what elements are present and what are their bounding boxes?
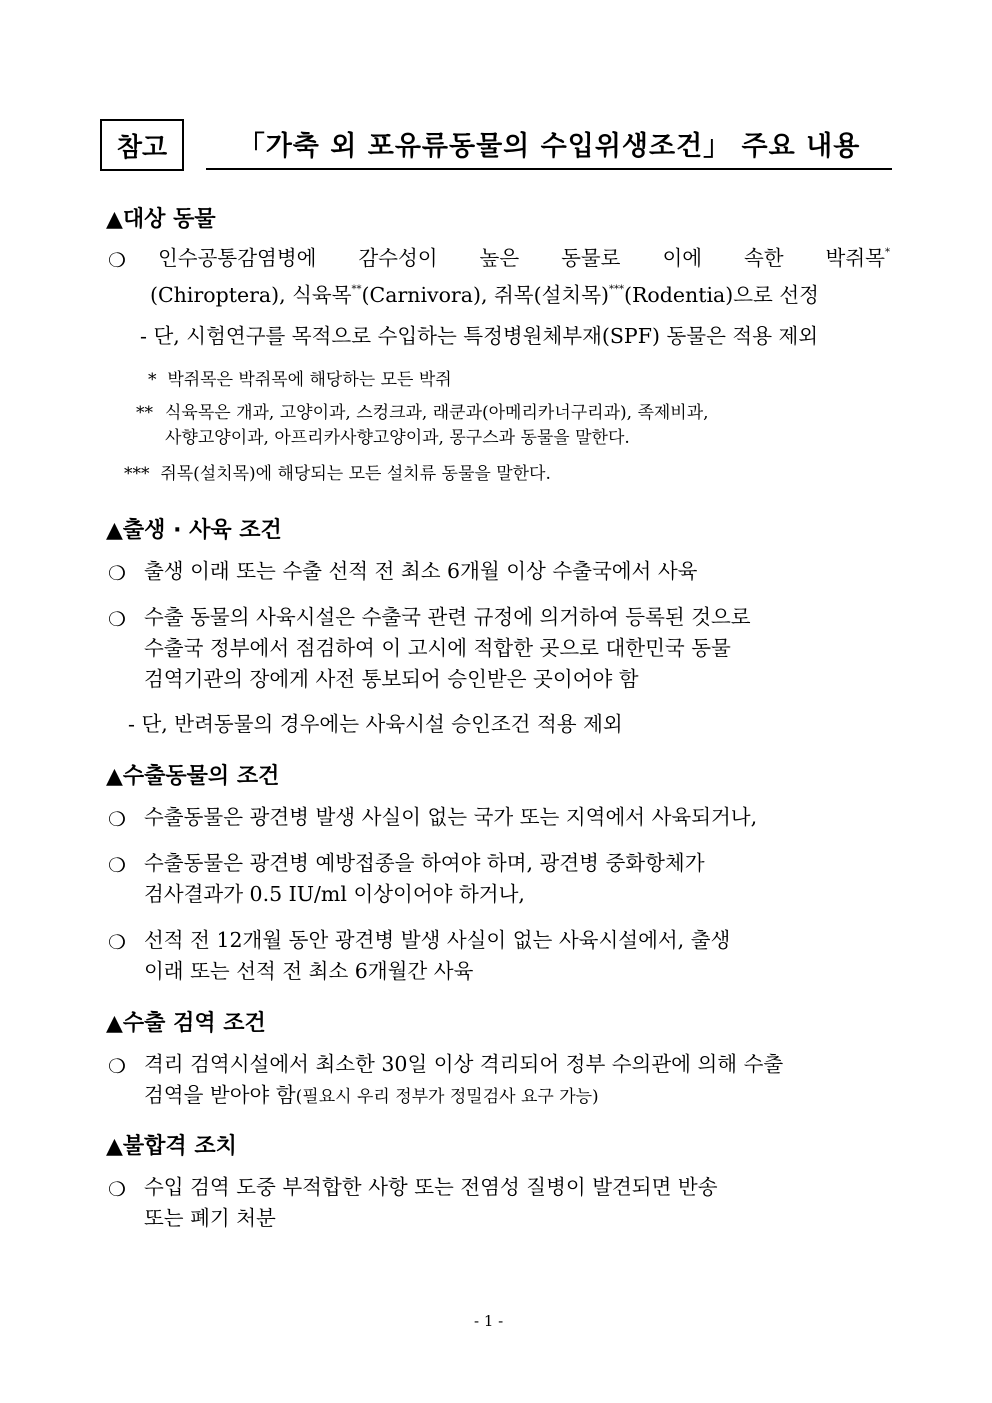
s2-b2-line1: 수출 동물의 사육시설은 수출국 관련 규정에 의거하여 등록된 것으로 <box>144 605 751 629</box>
bullet-icon: ❍ <box>108 607 126 631</box>
reference-label: 참고 <box>116 132 168 163</box>
bullet-icon: ❍ <box>108 930 126 954</box>
section-heading-rejection: ▲불합격 조치 <box>106 1134 237 1159</box>
page-number: - 1 - <box>474 1312 504 1330</box>
footnote-2-line2: 사향고양이과, 아프리카사향고양이과, 몽구스과 동물을 말한다. <box>165 428 630 448</box>
s3-b2-line2: 검사결과가 0.5 IU/ml 이상이어야 하거나, <box>144 882 525 906</box>
section-heading-export-animal: ▲수출동물의 조건 <box>106 764 280 789</box>
section-heading-export-quarantine: ▲수출 검역 조건 <box>106 1011 266 1036</box>
footnote-2-mark: ** <box>136 403 153 423</box>
s3-b3-line1: 선적 전 12개월 동안 광견병 발생 사실이 없는 사육시설에서, 출생 <box>144 928 731 952</box>
s1-b1-line2: (Chiroptera), 식육목**(Carnivora), 쥐목(설치목)***(Rodentia)으로 선정 <box>150 283 819 307</box>
section-heading-birth-rearing: ▲출생 · 사육 조건 <box>106 518 282 543</box>
s3-b1: 수출동물은 광견병 발생 사실이 없는 국가 또는 지역에서 사육되거나, <box>144 805 758 829</box>
s2-b1: 출생 이래 또는 수출 선적 전 최소 6개월 이상 수출국에서 사육 <box>144 559 698 583</box>
s4-b1-line2: 검역을 받아야 함(필요시 우리 정부가 정밀검사 요구 가능) <box>144 1083 599 1107</box>
section-heading-target-animals: ▲대상 동물 <box>106 207 216 232</box>
bullet-icon: ❍ <box>108 1054 126 1078</box>
s2-exception: - 단, 반려동물의 경우에는 사육시설 승인조건 적용 제외 <box>128 712 623 736</box>
footnote-3: *** 쥐목(설치목)에 해당되는 모든 설치류 동물을 말한다. <box>124 464 551 484</box>
bullet-icon: ❍ <box>108 1177 126 1201</box>
s3-b3-line2: 이래 또는 선적 전 최소 6개월간 사육 <box>144 959 474 983</box>
reference-label-box <box>100 119 184 171</box>
footnote-2-line1: 식육목은 개과, 고양이과, 스컹크과, 래쿤과(아메리카너구리과), 족제비과, <box>165 403 709 423</box>
footnote-1: * 박쥐목은 박쥐목에 해당하는 모든 박쥐 <box>148 370 452 390</box>
bullet-icon: ❍ <box>108 853 126 877</box>
s2-b2-line3: 검역기관의 장에게 사전 통보되어 승인받은 곳이어야 함 <box>144 667 639 691</box>
bullet-icon: ❍ <box>108 248 126 272</box>
s4-b1-line1: 격리 검역시설에서 최소한 30일 이상 격리되어 정부 수의관에 의해 수출 <box>144 1052 784 1076</box>
bullet-icon: ❍ <box>108 561 126 585</box>
s5-b1-line1: 수입 검역 도중 부적합한 사항 또는 전염성 질병이 발견되면 반송 <box>144 1175 718 1199</box>
s1-exception: - 단, 시험연구를 목적으로 수입하는 특정병원체부재(SPF) 동물은 적용 제외 <box>140 324 819 348</box>
s3-b2-line1: 수출동물은 광견병 예방접종을 하여야 하며, 광견병 중화항체가 <box>144 851 705 875</box>
s5-b1-line2: 또는 폐기 처분 <box>144 1206 276 1230</box>
document-title <box>206 118 892 170</box>
document-title-text: 「가축 외 포유류동물의 수입위생조건」 주요 내용 <box>237 130 861 162</box>
s1-b1-line1: 인수공통감염병에 감수성이 높은 동물로 이에 속한 박쥐목* <box>158 246 890 270</box>
bullet-icon: ❍ <box>108 807 126 831</box>
s2-b2-line2: 수출국 정부에서 점검하여 이 고시에 적합한 곳으로 대한민국 동물 <box>144 636 731 660</box>
